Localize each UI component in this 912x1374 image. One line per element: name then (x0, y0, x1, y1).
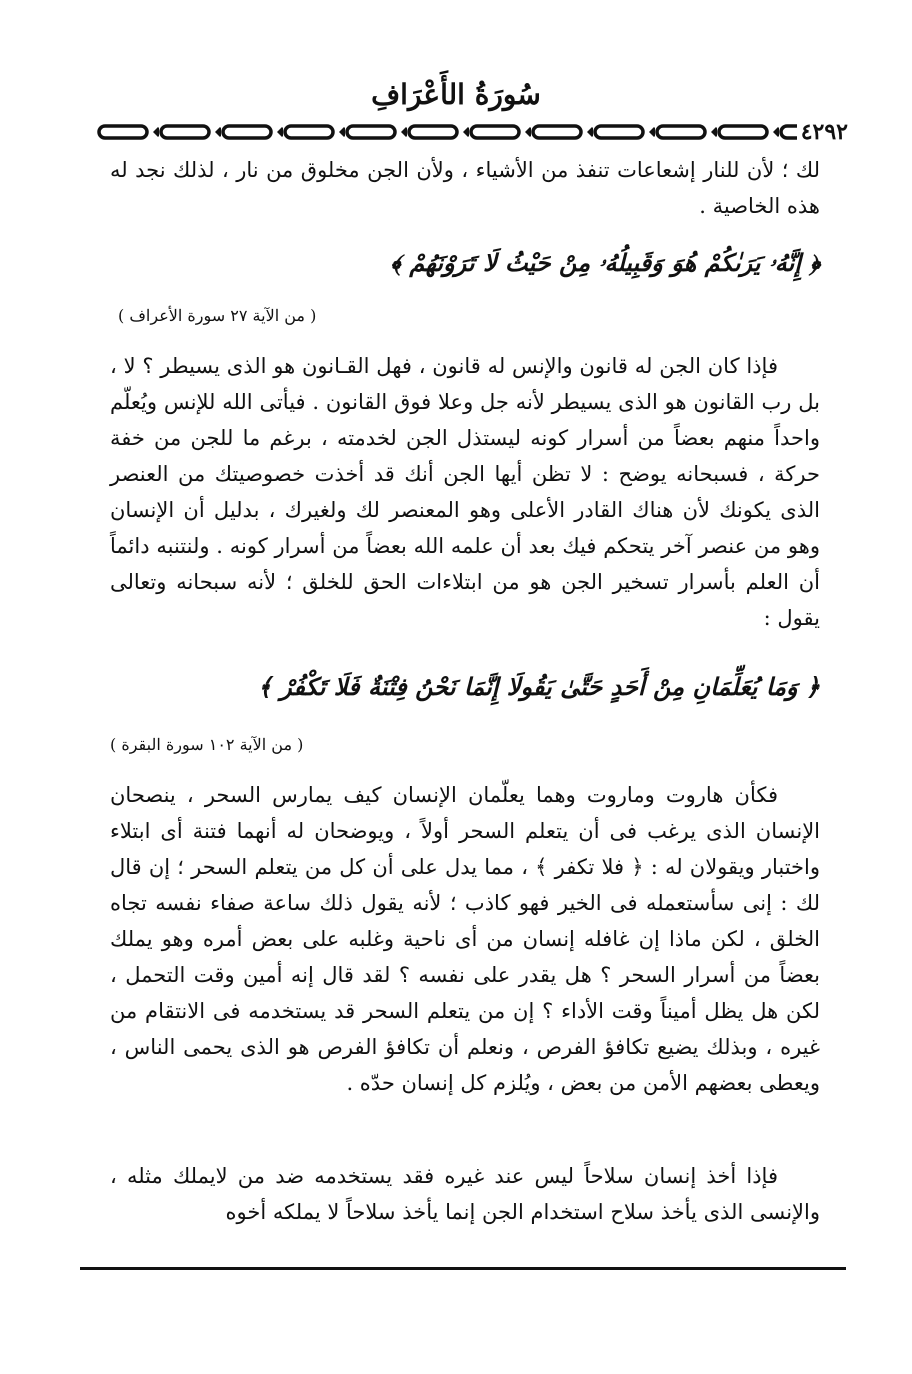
surah-title: سُورَةُ الأَعْرَافِ (371, 78, 541, 111)
bottom-divider (80, 1267, 846, 1270)
ornamental-border (90, 118, 797, 146)
chain-ornament-icon (97, 118, 797, 146)
paragraph-4-text: فإذا أخذ إنسان سلاحاً ليس عند غيره فقد يستخدمه ضد من لايملك مثله ، والإنسى الذى يأخذ سلاح استخدام الجن إنما يأخذ سلاحاً لا يملكه أخوه (110, 1164, 820, 1224)
paragraph-3-text: فكأن هاروت وماروت وهما يعلّمان الإنسان كيف يمارس السحر ، ينصحان الإنسان الذى يرغب فى أن يتعلم السحر أولاً ، ويوضحان له أنهما فتنة أى ابتلاء واختبار ويقولان له : ﴿ فلا تكفر ﴾ ، مما يدل على أن كل من يتعلم السحر ؛ إن قال لك : إنى سأستعمله فى الخير فهو كاذب ؛ لأنه يقول ذلك ساعة صفاء نفسه تجاه الخلق ، لكن ماذا إن غافله إنسان من أى ناحية وغلبه على بعض أمره وهو يملك بعضاً من أسرار السحر ؟ هل يقدر على نفسه ؟ لقد قال إنه أمين وقت التحمل ، لكن هل يظل أميناً وقت الأداء ؟ إن من يتعلم السحر قد يستخدمه فى الانتقام من غيره ، وبذلك يضيع تكافؤ الفرص ، ونعلم أن تكافؤ الفرص هو الذى يحمى الناس ، ويعطى بعضهم الأمن من بعض ، ويُلزم كل إنسان حدّه . (110, 783, 820, 1095)
page-header-band (90, 118, 852, 146)
verse-2-reference: ( من الآية ١٠٢ سورة البقرة ) (110, 735, 304, 754)
quran-verse-1: ﴿ إِنَّهُۥ يَرَىٰكُمْ هُوَ وَقَبِيلُهُۥ مِنْ حَيْثُ لَا تَرَوْنَهُمْ ﴾ (390, 248, 820, 277)
paragraph-1-text: لك ؛ لأن للنار إشعاعات تنفذ من الأشياء ، ولأن الجن مخلوق من نار ، لذلك نجد له هذه الخاصية . (110, 158, 820, 218)
paragraph-2-text: فإذا كان الجن له قانون والإنس له قانون ، فهل القـانون هو الذى يسيطر ؟ لا ، بل رب القانون هو الذى يسيطر لأنه جل وعلا فوق القانون . فيأتى الله للإنس ويُعلّم واحداً منهم بعضاً من أسرار كونه ليستذل الجن لخدمته ، برغم ما للجن من خفة حركة ، فسبحانه يوضح : لا تظن أيها الجن أنك قد أخذت خصوصيتك من العنصر الذى يكونك لأن هناك القادر الأعلى وهو المعنصر لك ولغيرك ، بدليل أن الإنسان وهو من عنصر آخر يتحكم فيك بعد أن علمه الله بعضاً من أسرار كونه . ولنتنبه دائماً أن العلم بأسرار تسخير الجن هو من ابتلاءات الحق للخلق ؛ لأنه سبحانه وتعالى يقول : (110, 354, 820, 630)
paragraph-1 (110, 152, 820, 224)
quran-verse-2: ﴿ وَمَا يُعَلِّمَانِ مِنْ أَحَدٍ حَتَّىٰ يَقُولَا إِنَّمَا نَحْنُ فِتْنَةٌ فَلَا تَكْفُرْ ﴾ (257, 672, 820, 701)
verse-1-reference: ( من الآية ٢٧ سورة الأعراف ) (118, 306, 317, 325)
paragraph-3 (110, 777, 820, 1101)
paragraph-4 (110, 1158, 820, 1230)
page-number: ٤٢٩٢ (800, 119, 848, 145)
paragraph-2 (110, 348, 820, 636)
